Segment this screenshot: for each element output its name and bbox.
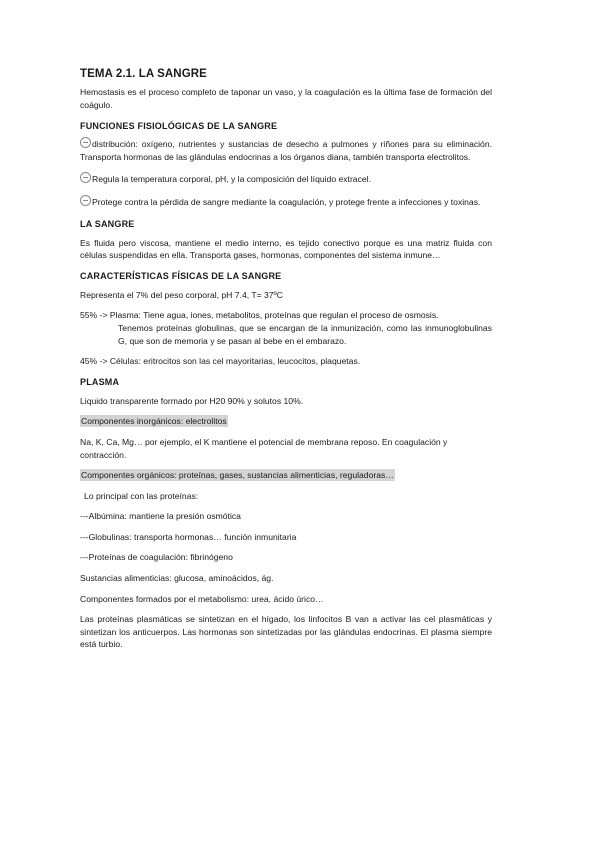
plasma-percent-rest: Tenemos proteínas globulinas, que se encargan de la inmunización, como las inmunoglobulinas G, que son de memoria y se pasan al bebe en el embarazo. [118,322,492,346]
inorganicos-text: Na, K, Ca, Mg… por ejemplo, el K mantiene el potencial de membrana reposo. En coagulación y contracción. [80,436,448,460]
la-sangre-paragraph: Es fluida pero viscosa, mantiene el medio interno, es tejido conectivo porque es una matriz fluida con células suspendidas en ella. Transporta gases, hormonas, componentes del sistema inmune… [80,237,492,261]
funcion-item-1-text: distribución: oxígeno, nutrientes y sustancias de desecho a pulmones y riñones para su eliminación. Transporta hormonas de las glándulas endocrinas a los órganos diana, también transporta electrolitos. [80,139,492,162]
sustancias-line: Sustancias alimenticias: glucosa, aminoácidos, ág. [80,573,274,584]
funcion-item-2 [80,172,492,186]
circle-bullet-icon [80,172,91,183]
funcion-item-3-text: Protege contra la pérdida de sangre mediante la coagulación, y protege frente a infecciones y toxinas. [92,196,481,207]
organicos-label: Componentes orgánicos: proteínas, gases, sustancias alimenticias, reguladoras… [81,470,394,481]
funcion-item-1 [80,137,492,163]
caracteristicas-line: Representa el 7% del peso corporal, pH 7.4, T= 37ºC [80,289,283,300]
inorganicos-label: Componentes inorgánicos: electrolitos [81,416,227,427]
albumina-line: ---Albúmina: mantiene la presión osmótica [80,511,241,522]
circle-bullet-icon [80,137,91,148]
funcion-item-3 [80,195,492,209]
organicos-label-line [80,469,492,482]
coagulacion-line: ---Proteínas de coagulación: fibrinógeno [80,552,233,563]
principal-line: Lo principal con las proteínas: [84,490,199,501]
document-title: TEMA 2.1. LA SANGRE [80,68,207,80]
circle-bullet-icon [80,195,91,206]
section-heading-plasma: PLASMA [80,376,120,387]
document-content [80,68,492,651]
celulas-percent: 45% -> Células: eritrocitos son las cel mayoritarias, leucocitos, plaquetas. [80,356,361,367]
plasma-liquido: Liquido transparente formado por H20 90% y solutos 10%. [80,395,304,406]
funcion-item-2-text: Regula la temperatura corporal, pH, y la composición del líquido extracel. [92,174,371,185]
inorganicos-label-line [80,415,492,428]
section-heading-caracteristicas: CARACTERÍSTICAS FÍSICAS DE LA SANGRE [80,270,282,281]
final-paragraph: Las proteínas plasmáticas se sintetizan en el hígado, los linfocitos B van a activar las cel plasmáticas y sintetizan los anticuerpos. Las hormonas son sintetizadas por las glándulas endocrinas. El plasma siempre está turbio. [80,614,492,650]
intro-paragraph: Hemostasis es el proceso completo de taponar un vaso, y la coagulación es la última fase de formación del coágulo. [80,87,492,110]
section-heading-funciones: FUNCIONES FISIOLÓGICAS DE LA SANGRE [80,121,278,132]
section-heading-la-sangre: LA SANGRE [80,218,135,229]
plasma-percent-first: 55% -> Plasma: Tiene agua, iones, metabolitos, proteínas que regulan el proceso de osmosis. [80,310,439,321]
metabolismo-line: Componentes formados por el metabolismo: urea, ácido úrico… [80,593,324,604]
globulinas-line: ---Globulinas: transporta hormonas… función inmunitaria [80,531,297,542]
